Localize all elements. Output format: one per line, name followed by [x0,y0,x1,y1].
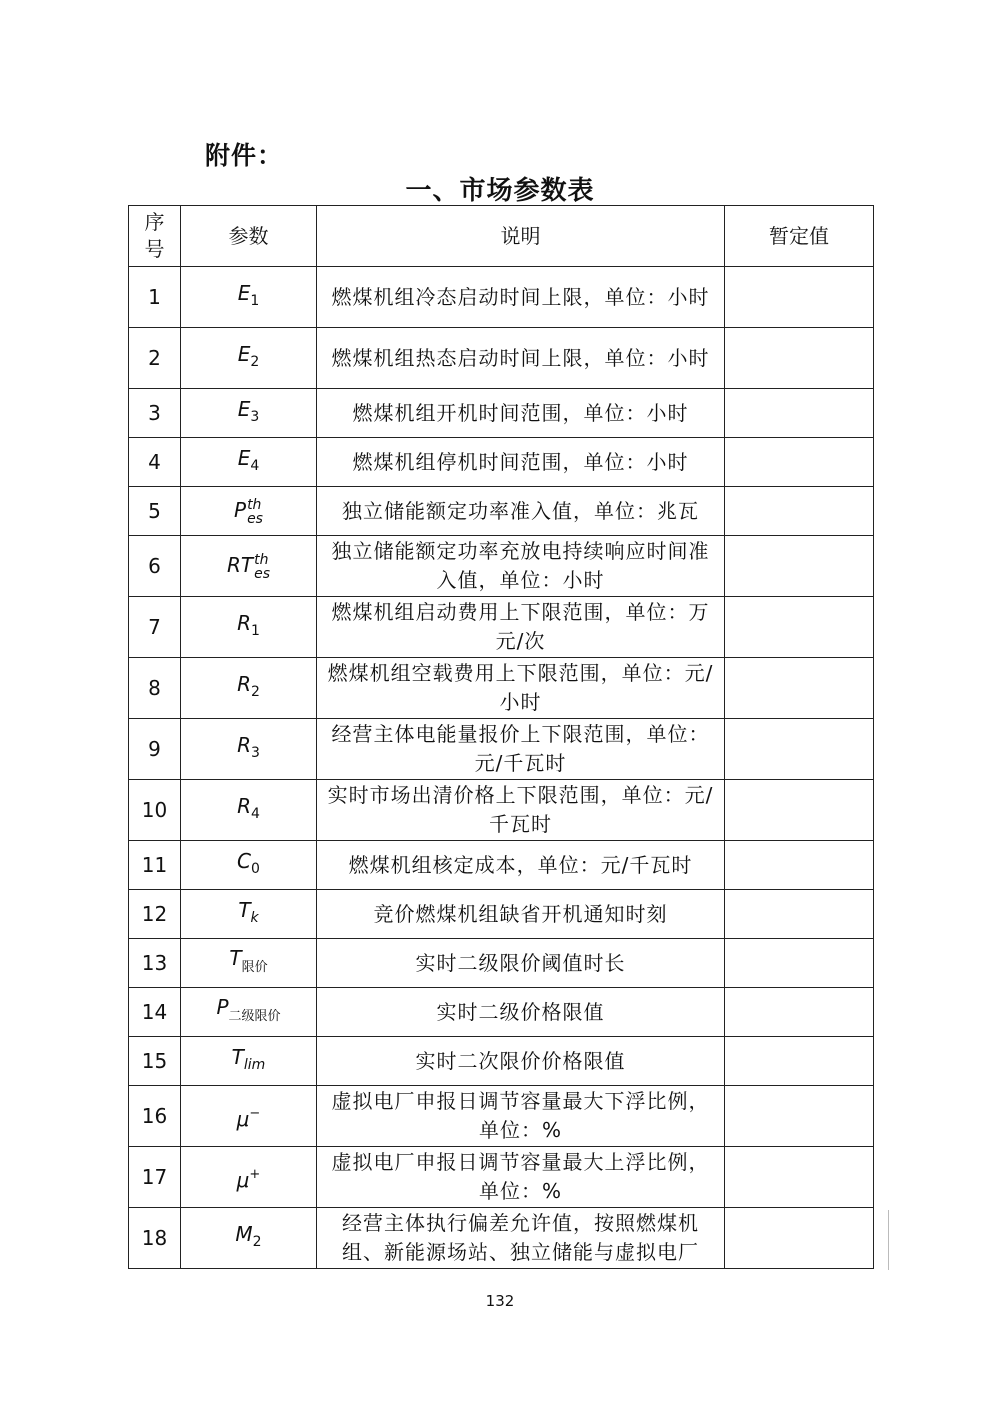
symbol-subscript: 4 [250,457,260,474]
symbol-base: P [216,995,229,1019]
provisional-value [725,328,874,389]
parameter-description: 实时二级价格限值 [317,988,725,1037]
symbol-base: RT [226,553,254,578]
page-number: 132 [485,1292,515,1310]
symbol-subscript: 0 [251,860,260,877]
header-param: 参数 [181,206,317,267]
symbol-subscript: k [250,909,259,926]
parameter-description: 实时市场出清价格上下限范围，单位：元/千瓦时 [317,780,725,841]
table-row [129,1037,874,1086]
table-row [129,487,874,536]
row-number: 11 [129,841,181,890]
market-parameters-table [128,205,874,1269]
symbol-subscript: lim [243,1056,266,1073]
parameter-description: 经营主体电能量报价上下限范围，单位：元/千瓦时 [317,719,725,780]
symbol-superscript: th [254,551,269,568]
parameter-description: 燃煤机组启动费用上下限范围，单位：万元/次 [317,597,725,658]
symbol-base: C [237,848,252,873]
parameter-symbol [181,780,317,841]
attachment-label: 附件： [205,141,284,170]
row-number: 1 [129,267,181,328]
symbol-base: E [237,341,251,366]
table-row [129,438,874,487]
symbol-superscript: th [247,496,262,513]
row-number: 18 [129,1208,181,1269]
parameter-description: 独立储能额定功率准入值，单位：兆瓦 [317,487,725,536]
table-row [129,658,874,719]
symbol-subscript: es [254,565,271,582]
symbol-subscript: 4 [250,805,260,822]
row-number: 10 [129,780,181,841]
table-row [129,267,874,328]
row-number: 9 [129,719,181,780]
row-number: 15 [129,1037,181,1086]
header-desc: 说明 [317,206,725,267]
symbol-subscript: 3 [250,744,260,761]
parameter-description: 竞价燃煤机组缺省开机通知时刻 [317,890,725,939]
row-number: 5 [129,487,181,536]
parameter-description: 燃煤机组开机时间范围，单位：小时 [317,389,725,438]
provisional-value [725,1147,874,1208]
row-number: 2 [129,328,181,389]
row-number: 4 [129,438,181,487]
symbol-scripts [254,553,270,581]
symbol-base: M [235,1221,253,1246]
symbol-scripts [247,498,263,526]
symbol-subscript: 二级限价 [228,1009,281,1024]
symbol-superscript: + [249,1166,261,1182]
table-row [129,597,874,658]
table-row [129,328,874,389]
parameter-description: 实时二级限价阈值时长 [317,939,725,988]
symbol-base: μ [236,1167,250,1192]
symbol-base: R [237,793,251,818]
parameter-symbol [181,1147,317,1208]
symbol-base: T [229,946,242,970]
table-body [129,267,874,1269]
table-row [129,536,874,597]
parameter-description: 虚拟电厂申报日调节容量最大上浮比例，单位：% [317,1147,725,1208]
parameter-description: 经营主体执行偏差允许值，按照燃煤机组、新能源场站、独立储能与虚拟电厂 [317,1208,725,1269]
symbol-subscript: 1 [250,622,260,639]
symbol-subscript: 1 [250,292,260,309]
symbol-superscript: − [249,1105,261,1121]
row-number: 12 [129,890,181,939]
parameter-symbol [181,719,317,780]
parameter-symbol [181,328,317,389]
provisional-value [725,939,874,988]
table-row [129,890,874,939]
provisional-value [725,719,874,780]
table-row [129,719,874,780]
parameter-symbol [181,438,317,487]
parameter-description: 燃煤机组核定成本，单位：元/千瓦时 [317,841,725,890]
parameter-symbol [181,1037,317,1086]
provisional-value [725,597,874,658]
provisional-value [725,389,874,438]
parameter-description: 燃煤机组冷态启动时间上限，单位：小时 [317,267,725,328]
parameter-symbol [181,1208,317,1269]
header-value: 暂定值 [725,206,874,267]
provisional-value [725,1086,874,1147]
table-header-row [129,206,874,267]
parameter-description: 实时二次限价价格限值 [317,1037,725,1086]
parameter-symbol [181,1086,317,1147]
symbol-base: E [237,280,251,305]
row-number: 16 [129,1086,181,1147]
parameter-symbol [181,536,317,597]
provisional-value [725,780,874,841]
parameter-description: 燃煤机组空载费用上下限范围，单位：元/小时 [317,658,725,719]
provisional-value [725,438,874,487]
provisional-value [725,1037,874,1086]
header-no: 序号 [129,206,181,267]
row-number: 7 [129,597,181,658]
table-row [129,841,874,890]
table-row [129,389,874,438]
row-number: 14 [129,988,181,1037]
parameter-symbol [181,487,317,536]
symbol-base: P [234,498,247,523]
parameter-description: 虚拟电厂申报日调节容量最大下浮比例，单位：% [317,1086,725,1147]
table-row [129,988,874,1037]
symbol-subscript: es [247,510,263,527]
symbol-subscript: 3 [250,408,260,425]
parameter-symbol [181,597,317,658]
provisional-value [725,267,874,328]
row-number: 3 [129,389,181,438]
table-row [129,939,874,988]
symbol-base: R [237,610,251,635]
symbol-subscript: 限价 [241,960,268,975]
parameter-description: 燃煤机组热态启动时间上限，单位：小时 [317,328,725,389]
parameter-symbol [181,890,317,939]
symbol-base: R [237,732,251,757]
symbol-base: E [237,396,251,421]
parameter-description: 燃煤机组停机时间范围，单位：小时 [317,438,725,487]
provisional-value [725,988,874,1037]
table-title: 一、市场参数表 [405,176,595,206]
provisional-value [725,536,874,597]
row-number: 6 [129,536,181,597]
parameter-description: 独立储能额定功率充放电持续响应时间准入值，单位：小时 [317,536,725,597]
symbol-base: μ [236,1106,250,1131]
provisional-value [725,841,874,890]
symbol-base: R [237,671,251,696]
table-row [129,1147,874,1208]
parameter-symbol [181,988,317,1037]
table-row [129,1208,874,1269]
parameter-symbol [181,267,317,328]
symbol-subscript: 2 [250,353,260,370]
parameter-symbol [181,658,317,719]
parameter-symbol [181,939,317,988]
row-number: 13 [129,939,181,988]
parameter-symbol [181,389,317,438]
symbol-subscript: 2 [250,683,260,700]
row-number: 8 [129,658,181,719]
symbol-base: T [231,1044,244,1069]
row-number: 17 [129,1147,181,1208]
symbol-base: T [238,897,251,922]
symbol-subscript: 2 [252,1233,262,1250]
provisional-value [725,1208,874,1269]
table-row [129,1086,874,1147]
page-edge-mark [888,1210,889,1270]
parameter-symbol [181,841,317,890]
provisional-value [725,487,874,536]
provisional-value [725,658,874,719]
symbol-base: E [237,445,251,470]
provisional-value [725,890,874,939]
table-row [129,780,874,841]
